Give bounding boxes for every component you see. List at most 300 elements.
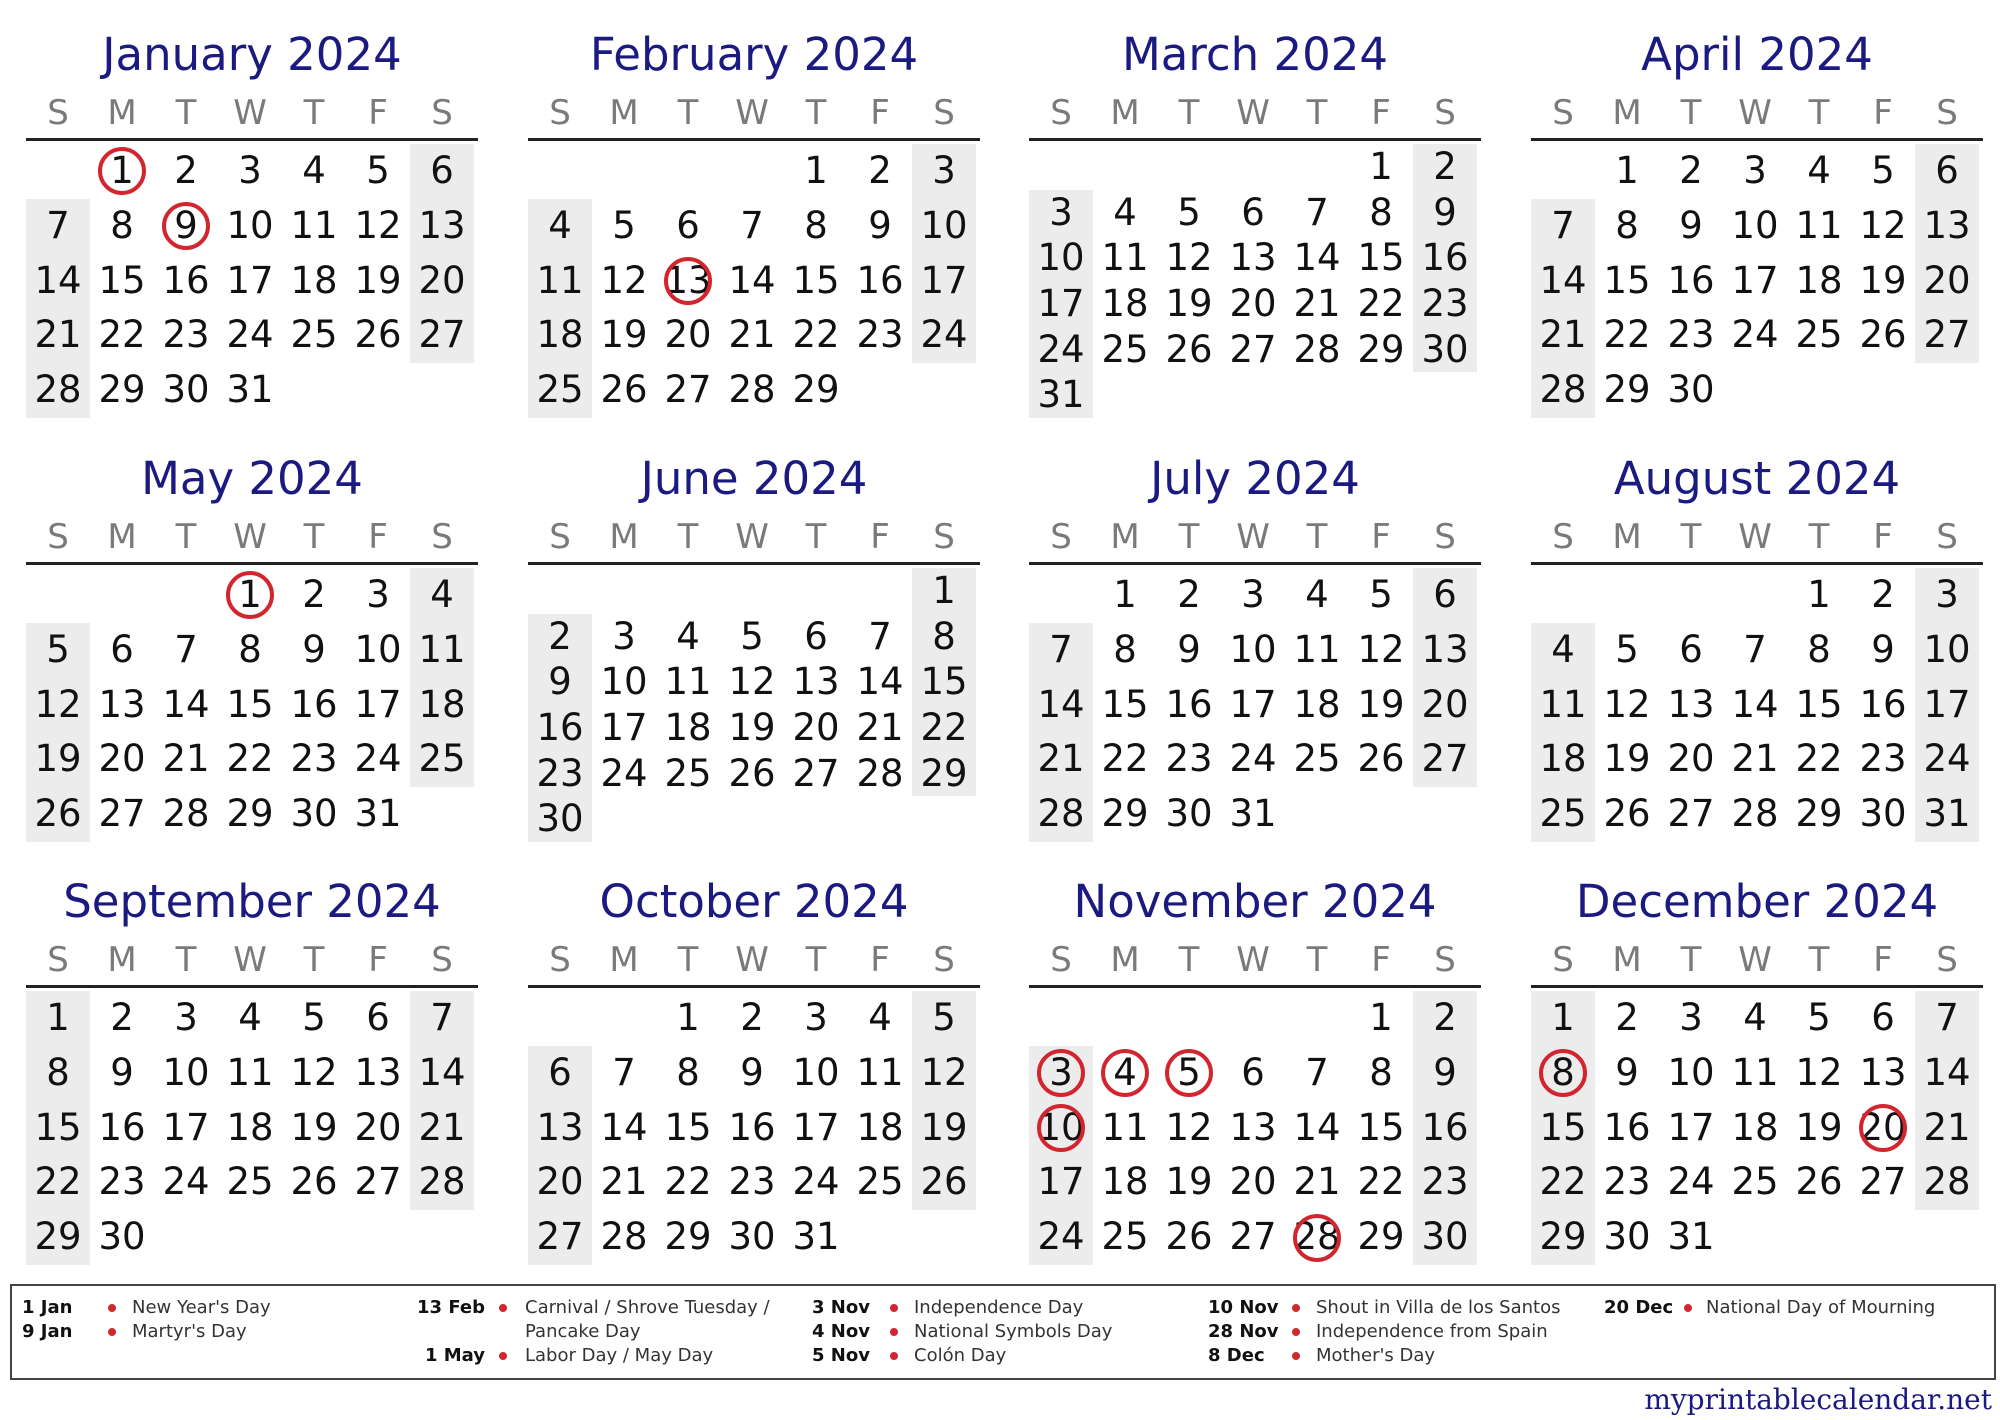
calendar-day[interactable]: 26 <box>920 1160 968 1204</box>
calendar-day[interactable]: 15 <box>226 682 274 726</box>
calendar-day[interactable]: 5 <box>1369 573 1393 616</box>
calendar-day[interactable]: 19 <box>1859 258 1907 302</box>
calendar-day[interactable]: 25 <box>1795 313 1843 357</box>
calendar-day[interactable]: 23 <box>728 1160 776 1204</box>
calendar-day[interactable]: 30 <box>1859 792 1907 836</box>
calendar-day[interactable]: 21 <box>34 313 82 357</box>
calendar-day[interactable]: 9 <box>1679 203 1703 247</box>
calendar-day[interactable]: 17 <box>792 1105 840 1149</box>
calendar-day[interactable]: 27 <box>418 313 466 357</box>
calendar-day[interactable]: 4 <box>1743 996 1767 1039</box>
calendar-day[interactable]: 8 <box>1113 627 1137 671</box>
calendar-day[interactable]: 6 <box>366 996 390 1039</box>
calendar-day[interactable]: 13 <box>664 258 712 302</box>
calendar-day[interactable]: 24 <box>920 313 968 357</box>
calendar-day[interactable]: 29 <box>792 368 840 412</box>
calendar-day[interactable]: 30 <box>290 792 338 836</box>
calendar-day[interactable]: 8 <box>1369 1050 1393 1094</box>
calendar-day[interactable]: 29 <box>920 751 968 795</box>
calendar-day[interactable]: 1 <box>1369 996 1393 1039</box>
calendar-day[interactable]: 3 <box>804 996 828 1039</box>
calendar-day[interactable]: 6 <box>1679 627 1703 671</box>
calendar-day[interactable]: 17 <box>1667 1105 1715 1149</box>
calendar-day[interactable]: 26 <box>1357 737 1405 781</box>
calendar-day[interactable]: 23 <box>856 313 904 357</box>
calendar-day[interactable]: 21 <box>1037 737 1085 781</box>
calendar-day[interactable]: 16 <box>1421 236 1469 280</box>
calendar-day[interactable]: 17 <box>162 1105 210 1149</box>
calendar-day[interactable]: 8 <box>110 203 134 247</box>
calendar-day[interactable]: 28 <box>1923 1160 1971 1204</box>
calendar-day[interactable]: 17 <box>600 706 648 749</box>
calendar-day[interactable]: 30 <box>1165 792 1213 836</box>
calendar-day[interactable]: 4 <box>1807 149 1831 192</box>
calendar-day[interactable]: 8 <box>1369 190 1393 234</box>
calendar-day[interactable]: 11 <box>226 1050 274 1094</box>
calendar-day[interactable]: 16 <box>290 682 338 726</box>
calendar-day[interactable]: 26 <box>1859 313 1907 357</box>
calendar-day[interactable]: 4 <box>1305 573 1329 616</box>
calendar-day[interactable]: 20 <box>1421 682 1469 726</box>
calendar-day[interactable]: 9 <box>1177 627 1201 671</box>
calendar-day[interactable]: 16 <box>1603 1105 1651 1149</box>
calendar-day[interactable]: 26 <box>1795 1160 1843 1204</box>
calendar-day[interactable]: 8 <box>676 1050 700 1094</box>
calendar-day[interactable]: 27 <box>1229 1215 1277 1259</box>
calendar-day[interactable]: 28 <box>418 1160 466 1204</box>
calendar-day[interactable]: 16 <box>162 258 210 302</box>
calendar-day[interactable]: 8 <box>804 203 828 247</box>
calendar-day[interactable]: 15 <box>1357 236 1405 280</box>
calendar-day[interactable]: 9 <box>110 1050 134 1094</box>
calendar-day[interactable]: 11 <box>536 258 584 302</box>
calendar-day[interactable]: 9 <box>1433 190 1457 234</box>
calendar-day[interactable]: 19 <box>920 1105 968 1149</box>
calendar-day[interactable]: 21 <box>1731 737 1779 781</box>
calendar-day[interactable]: 16 <box>98 1105 146 1149</box>
calendar-day[interactable]: 28 <box>34 368 82 412</box>
calendar-day[interactable]: 1 <box>1807 573 1831 616</box>
calendar-day[interactable]: 12 <box>600 258 648 302</box>
calendar-day[interactable]: 25 <box>290 313 338 357</box>
calendar-day[interactable]: 24 <box>226 313 274 357</box>
calendar-day[interactable]: 12 <box>728 660 776 704</box>
calendar-day[interactable]: 21 <box>1293 1160 1341 1204</box>
calendar-day[interactable]: 3 <box>174 996 198 1039</box>
calendar-day[interactable]: 25 <box>1293 737 1341 781</box>
calendar-day[interactable]: 27 <box>664 368 712 412</box>
calendar-day[interactable]: 14 <box>1037 682 1085 726</box>
calendar-day[interactable]: 27 <box>98 792 146 836</box>
calendar-day[interactable]: 5 <box>366 149 390 192</box>
calendar-day[interactable]: 25 <box>1731 1160 1779 1204</box>
calendar-day[interactable]: 4 <box>430 573 454 616</box>
calendar-day[interactable]: 22 <box>1795 737 1843 781</box>
calendar-day[interactable]: 8 <box>932 614 956 658</box>
calendar-day[interactable]: 10 <box>1037 236 1085 280</box>
calendar-day[interactable]: 8 <box>1615 203 1639 247</box>
calendar-day[interactable]: 21 <box>600 1160 648 1204</box>
calendar-day[interactable]: 26 <box>1165 1215 1213 1259</box>
calendar-day[interactable]: 16 <box>1667 258 1715 302</box>
calendar-day[interactable]: 1 <box>804 149 828 192</box>
calendar-day[interactable]: 7 <box>46 203 70 247</box>
calendar-day[interactable]: 16 <box>1421 1105 1469 1149</box>
calendar-day[interactable]: 14 <box>1293 1105 1341 1149</box>
calendar-day[interactable]: 3 <box>366 573 390 616</box>
calendar-day[interactable]: 29 <box>1539 1215 1587 1259</box>
calendar-day[interactable]: 20 <box>418 258 466 302</box>
calendar-day[interactable]: 15 <box>1795 682 1843 726</box>
calendar-day[interactable]: 1 <box>46 996 70 1039</box>
calendar-day[interactable]: 6 <box>1871 996 1895 1039</box>
calendar-day[interactable]: 23 <box>1165 737 1213 781</box>
calendar-day[interactable]: 19 <box>1795 1105 1843 1149</box>
site-url[interactable]: myprintablecalendar.net <box>1644 1383 1992 1416</box>
calendar-day[interactable]: 22 <box>1357 1160 1405 1204</box>
calendar-day[interactable]: 24 <box>1229 737 1277 781</box>
calendar-day[interactable]: 13 <box>1229 236 1277 280</box>
calendar-day[interactable]: 5 <box>1807 996 1831 1039</box>
calendar-day[interactable]: 10 <box>600 660 648 704</box>
calendar-day[interactable]: 25 <box>1101 1215 1149 1259</box>
calendar-day[interactable]: 3 <box>1241 573 1265 616</box>
calendar-day[interactable]: 23 <box>1667 313 1715 357</box>
calendar-day[interactable]: 21 <box>162 737 210 781</box>
calendar-day[interactable]: 4 <box>868 996 892 1039</box>
calendar-day[interactable]: 20 <box>536 1160 584 1204</box>
calendar-day[interactable]: 18 <box>1795 258 1843 302</box>
calendar-day[interactable]: 21 <box>418 1105 466 1149</box>
calendar-day[interactable]: 14 <box>34 258 82 302</box>
calendar-day[interactable]: 5 <box>1177 190 1201 234</box>
calendar-day[interactable]: 8 <box>238 627 262 671</box>
calendar-day[interactable]: 12 <box>1603 682 1651 726</box>
calendar-day[interactable]: 17 <box>1229 682 1277 726</box>
calendar-day[interactable]: 21 <box>1293 282 1341 325</box>
calendar-day[interactable]: 13 <box>1229 1105 1277 1149</box>
calendar-day[interactable]: 22 <box>1603 313 1651 357</box>
calendar-day[interactable]: 8 <box>1551 1050 1575 1094</box>
calendar-day[interactable]: 30 <box>536 797 584 841</box>
calendar-day[interactable]: 3 <box>932 149 956 192</box>
calendar-day[interactable]: 18 <box>1731 1105 1779 1149</box>
calendar-day[interactable]: 1 <box>1113 573 1137 616</box>
calendar-day[interactable]: 29 <box>1357 327 1405 371</box>
calendar-day[interactable]: 12 <box>354 203 402 247</box>
calendar-day[interactable]: 14 <box>1539 258 1587 302</box>
calendar-day[interactable]: 28 <box>1293 1215 1341 1259</box>
calendar-day[interactable]: 14 <box>856 660 904 704</box>
calendar-day[interactable]: 18 <box>856 1105 904 1149</box>
calendar-day[interactable]: 2 <box>1615 996 1639 1039</box>
calendar-day[interactable]: 24 <box>1667 1160 1715 1204</box>
calendar-day[interactable]: 13 <box>1923 203 1971 247</box>
calendar-day[interactable]: 27 <box>536 1215 584 1259</box>
calendar-day[interactable]: 2 <box>1871 573 1895 616</box>
calendar-day[interactable]: 27 <box>1421 737 1469 781</box>
calendar-day[interactable]: 11 <box>1293 627 1341 671</box>
calendar-day[interactable]: 30 <box>1421 1215 1469 1259</box>
calendar-day[interactable]: 28 <box>1731 792 1779 836</box>
calendar-day[interactable]: 6 <box>1433 573 1457 616</box>
calendar-day[interactable]: 31 <box>1229 792 1277 836</box>
calendar-day[interactable]: 1 <box>1369 145 1393 188</box>
calendar-day[interactable]: 2 <box>1433 145 1457 188</box>
calendar-day[interactable]: 22 <box>98 313 146 357</box>
calendar-day[interactable]: 19 <box>600 313 648 357</box>
calendar-day[interactable]: 12 <box>1165 1105 1213 1149</box>
calendar-day[interactable]: 28 <box>1293 327 1341 371</box>
calendar-day[interactable]: 10 <box>792 1050 840 1094</box>
calendar-day[interactable]: 24 <box>162 1160 210 1204</box>
calendar-day[interactable]: 11 <box>1101 236 1149 280</box>
calendar-day[interactable]: 31 <box>1923 792 1971 836</box>
calendar-day[interactable]: 19 <box>1165 1160 1213 1204</box>
calendar-day[interactable]: 12 <box>1165 236 1213 280</box>
calendar-day[interactable]: 10 <box>226 203 274 247</box>
calendar-day[interactable]: 17 <box>354 682 402 726</box>
calendar-day[interactable]: 1 <box>110 149 134 192</box>
calendar-day[interactable]: 11 <box>290 203 338 247</box>
calendar-day[interactable]: 4 <box>1113 1050 1137 1094</box>
calendar-day[interactable]: 10 <box>1667 1050 1715 1094</box>
calendar-day[interactable]: 4 <box>302 149 326 192</box>
calendar-day[interactable]: 13 <box>1421 627 1469 671</box>
calendar-day[interactable]: 20 <box>1229 282 1277 325</box>
calendar-day[interactable]: 4 <box>548 203 572 247</box>
calendar-day[interactable]: 4 <box>1551 627 1575 671</box>
calendar-day[interactable]: 3 <box>1049 190 1073 234</box>
calendar-day[interactable]: 18 <box>664 706 712 749</box>
calendar-day[interactable]: 30 <box>728 1215 776 1259</box>
calendar-day[interactable]: 17 <box>1037 1160 1085 1204</box>
calendar-day[interactable]: 27 <box>1923 313 1971 357</box>
calendar-day[interactable]: 2 <box>110 996 134 1039</box>
calendar-day[interactable]: 21 <box>1923 1105 1971 1149</box>
calendar-day[interactable]: 14 <box>1731 682 1779 726</box>
calendar-day[interactable]: 16 <box>536 706 584 749</box>
calendar-day[interactable]: 2 <box>302 573 326 616</box>
calendar-day[interactable]: 24 <box>1923 737 1971 781</box>
calendar-day[interactable]: 12 <box>920 1050 968 1094</box>
calendar-day[interactable]: 19 <box>34 737 82 781</box>
calendar-day[interactable]: 2 <box>868 149 892 192</box>
calendar-day[interactable]: 29 <box>1357 1215 1405 1259</box>
calendar-day[interactable]: 7 <box>1049 627 1073 671</box>
calendar-day[interactable]: 28 <box>728 368 776 412</box>
calendar-day[interactable]: 24 <box>354 737 402 781</box>
calendar-day[interactable]: 20 <box>1859 1105 1907 1149</box>
calendar-day[interactable]: 9 <box>868 203 892 247</box>
calendar-day[interactable]: 23 <box>1859 737 1907 781</box>
calendar-day[interactable]: 6 <box>1241 190 1265 234</box>
calendar-day[interactable]: 22 <box>920 706 968 749</box>
calendar-day[interactable]: 20 <box>792 706 840 749</box>
calendar-day[interactable]: 15 <box>1539 1105 1587 1149</box>
calendar-day[interactable]: 13 <box>98 682 146 726</box>
calendar-day[interactable]: 19 <box>728 706 776 749</box>
calendar-day[interactable]: 10 <box>920 203 968 247</box>
calendar-day[interactable]: 9 <box>548 660 572 704</box>
calendar-day[interactable]: 20 <box>664 313 712 357</box>
calendar-day[interactable]: 24 <box>1731 313 1779 357</box>
calendar-day[interactable]: 27 <box>792 751 840 795</box>
calendar-day[interactable]: 4 <box>676 614 700 658</box>
calendar-day[interactable]: 29 <box>34 1215 82 1259</box>
calendar-day[interactable]: 22 <box>792 313 840 357</box>
calendar-day[interactable]: 19 <box>290 1105 338 1149</box>
calendar-day[interactable]: 5 <box>1177 1050 1201 1094</box>
calendar-day[interactable]: 7 <box>612 1050 636 1094</box>
calendar-day[interactable]: 26 <box>34 792 82 836</box>
calendar-day[interactable]: 10 <box>1037 1105 1085 1149</box>
calendar-day[interactable]: 29 <box>98 368 146 412</box>
calendar-day[interactable]: 24 <box>1037 1215 1085 1259</box>
calendar-day[interactable]: 19 <box>1603 737 1651 781</box>
calendar-day[interactable]: 6 <box>676 203 700 247</box>
calendar-day[interactable]: 19 <box>354 258 402 302</box>
calendar-day[interactable]: 7 <box>1551 203 1575 247</box>
calendar-day[interactable]: 24 <box>600 751 648 795</box>
calendar-day[interactable]: 16 <box>1165 682 1213 726</box>
calendar-day[interactable]: 15 <box>920 660 968 704</box>
calendar-day[interactable]: 8 <box>46 1050 70 1094</box>
calendar-day[interactable]: 16 <box>728 1105 776 1149</box>
calendar-day[interactable]: 5 <box>1615 627 1639 671</box>
calendar-day[interactable]: 18 <box>418 682 466 726</box>
calendar-day[interactable]: 28 <box>1037 792 1085 836</box>
calendar-day[interactable]: 13 <box>792 660 840 704</box>
calendar-day[interactable]: 18 <box>1293 682 1341 726</box>
calendar-day[interactable]: 30 <box>162 368 210 412</box>
calendar-day[interactable]: 28 <box>162 792 210 836</box>
calendar-day[interactable]: 16 <box>856 258 904 302</box>
calendar-day[interactable]: 17 <box>920 258 968 302</box>
calendar-day[interactable]: 28 <box>600 1215 648 1259</box>
calendar-day[interactable]: 7 <box>1305 190 1329 234</box>
calendar-day[interactable]: 22 <box>1539 1160 1587 1204</box>
calendar-day[interactable]: 7 <box>430 996 454 1039</box>
calendar-day[interactable]: 7 <box>868 614 892 658</box>
calendar-day[interactable]: 23 <box>1421 1160 1469 1204</box>
calendar-day[interactable]: 25 <box>226 1160 274 1204</box>
calendar-day[interactable]: 14 <box>162 682 210 726</box>
calendar-day[interactable]: 19 <box>1357 682 1405 726</box>
calendar-day[interactable]: 7 <box>740 203 764 247</box>
calendar-day[interactable]: 31 <box>354 792 402 836</box>
calendar-day[interactable]: 3 <box>1935 573 1959 616</box>
calendar-day[interactable]: 10 <box>354 627 402 671</box>
calendar-day[interactable]: 25 <box>856 1160 904 1204</box>
calendar-day[interactable]: 3 <box>1049 1050 1073 1094</box>
calendar-day[interactable]: 22 <box>664 1160 712 1204</box>
calendar-day[interactable]: 11 <box>856 1050 904 1094</box>
calendar-day[interactable]: 26 <box>1603 792 1651 836</box>
calendar-day[interactable]: 31 <box>226 368 274 412</box>
calendar-day[interactable]: 23 <box>98 1160 146 1204</box>
calendar-day[interactable]: 18 <box>1539 737 1587 781</box>
calendar-day[interactable]: 5 <box>46 627 70 671</box>
calendar-day[interactable]: 16 <box>1859 682 1907 726</box>
calendar-day[interactable]: 25 <box>664 751 712 795</box>
calendar-day[interactable]: 17 <box>1731 258 1779 302</box>
calendar-day[interactable]: 12 <box>1795 1050 1843 1094</box>
calendar-day[interactable]: 28 <box>856 751 904 795</box>
calendar-day[interactable]: 2 <box>1433 996 1457 1039</box>
calendar-day[interactable]: 10 <box>1923 627 1971 671</box>
calendar-day[interactable]: 2 <box>740 996 764 1039</box>
calendar-day[interactable]: 30 <box>1603 1215 1651 1259</box>
calendar-day[interactable]: 15 <box>664 1105 712 1149</box>
calendar-day[interactable]: 9 <box>1871 627 1895 671</box>
calendar-day[interactable]: 23 <box>290 737 338 781</box>
calendar-day[interactable]: 11 <box>1539 682 1587 726</box>
calendar-day[interactable]: 15 <box>34 1105 82 1149</box>
calendar-day[interactable]: 14 <box>728 258 776 302</box>
calendar-day[interactable]: 27 <box>1859 1160 1907 1204</box>
calendar-day[interactable]: 9 <box>302 627 326 671</box>
calendar-day[interactable]: 8 <box>1807 627 1831 671</box>
calendar-day[interactable]: 27 <box>1229 327 1277 371</box>
calendar-day[interactable]: 3 <box>1679 996 1703 1039</box>
calendar-day[interactable]: 9 <box>1433 1050 1457 1094</box>
calendar-day[interactable]: 3 <box>612 614 636 658</box>
calendar-day[interactable]: 17 <box>1037 282 1085 325</box>
calendar-day[interactable]: 13 <box>354 1050 402 1094</box>
calendar-day[interactable]: 26 <box>290 1160 338 1204</box>
calendar-day[interactable]: 24 <box>1037 327 1085 371</box>
calendar-day[interactable]: 29 <box>1603 368 1651 412</box>
calendar-day[interactable]: 4 <box>1113 190 1137 234</box>
calendar-day[interactable]: 1 <box>932 569 956 612</box>
calendar-day[interactable]: 6 <box>1241 1050 1265 1094</box>
calendar-day[interactable]: 15 <box>1101 682 1149 726</box>
calendar-day[interactable]: 5 <box>1871 149 1895 192</box>
calendar-day[interactable]: 9 <box>174 203 198 247</box>
calendar-day[interactable]: 28 <box>1539 368 1587 412</box>
calendar-day[interactable]: 20 <box>354 1105 402 1149</box>
calendar-day[interactable]: 7 <box>1743 627 1767 671</box>
calendar-day[interactable]: 20 <box>1923 258 1971 302</box>
calendar-day[interactable]: 11 <box>1101 1105 1149 1149</box>
calendar-day[interactable]: 15 <box>1603 258 1651 302</box>
calendar-day[interactable]: 3 <box>1743 149 1767 192</box>
calendar-day[interactable]: 13 <box>1859 1050 1907 1094</box>
calendar-day[interactable]: 23 <box>536 751 584 795</box>
calendar-day[interactable]: 23 <box>1603 1160 1651 1204</box>
calendar-day[interactable]: 9 <box>740 1050 764 1094</box>
calendar-day[interactable]: 9 <box>1615 1050 1639 1094</box>
calendar-day[interactable]: 5 <box>612 203 636 247</box>
calendar-day[interactable]: 22 <box>34 1160 82 1204</box>
calendar-day[interactable]: 10 <box>1731 203 1779 247</box>
calendar-day[interactable]: 14 <box>600 1105 648 1149</box>
calendar-day[interactable]: 2 <box>1679 149 1703 192</box>
calendar-day[interactable]: 12 <box>290 1050 338 1094</box>
calendar-day[interactable]: 14 <box>1293 236 1341 280</box>
calendar-day[interactable]: 14 <box>1923 1050 1971 1094</box>
calendar-day[interactable]: 5 <box>302 996 326 1039</box>
calendar-day[interactable]: 22 <box>1357 282 1405 325</box>
calendar-day[interactable]: 13 <box>418 203 466 247</box>
calendar-day[interactable]: 6 <box>430 149 454 192</box>
calendar-day[interactable]: 31 <box>1037 373 1085 417</box>
calendar-day[interactable]: 29 <box>1101 792 1149 836</box>
calendar-day[interactable]: 15 <box>792 258 840 302</box>
calendar-day[interactable]: 11 <box>1731 1050 1779 1094</box>
calendar-day[interactable]: 18 <box>290 258 338 302</box>
